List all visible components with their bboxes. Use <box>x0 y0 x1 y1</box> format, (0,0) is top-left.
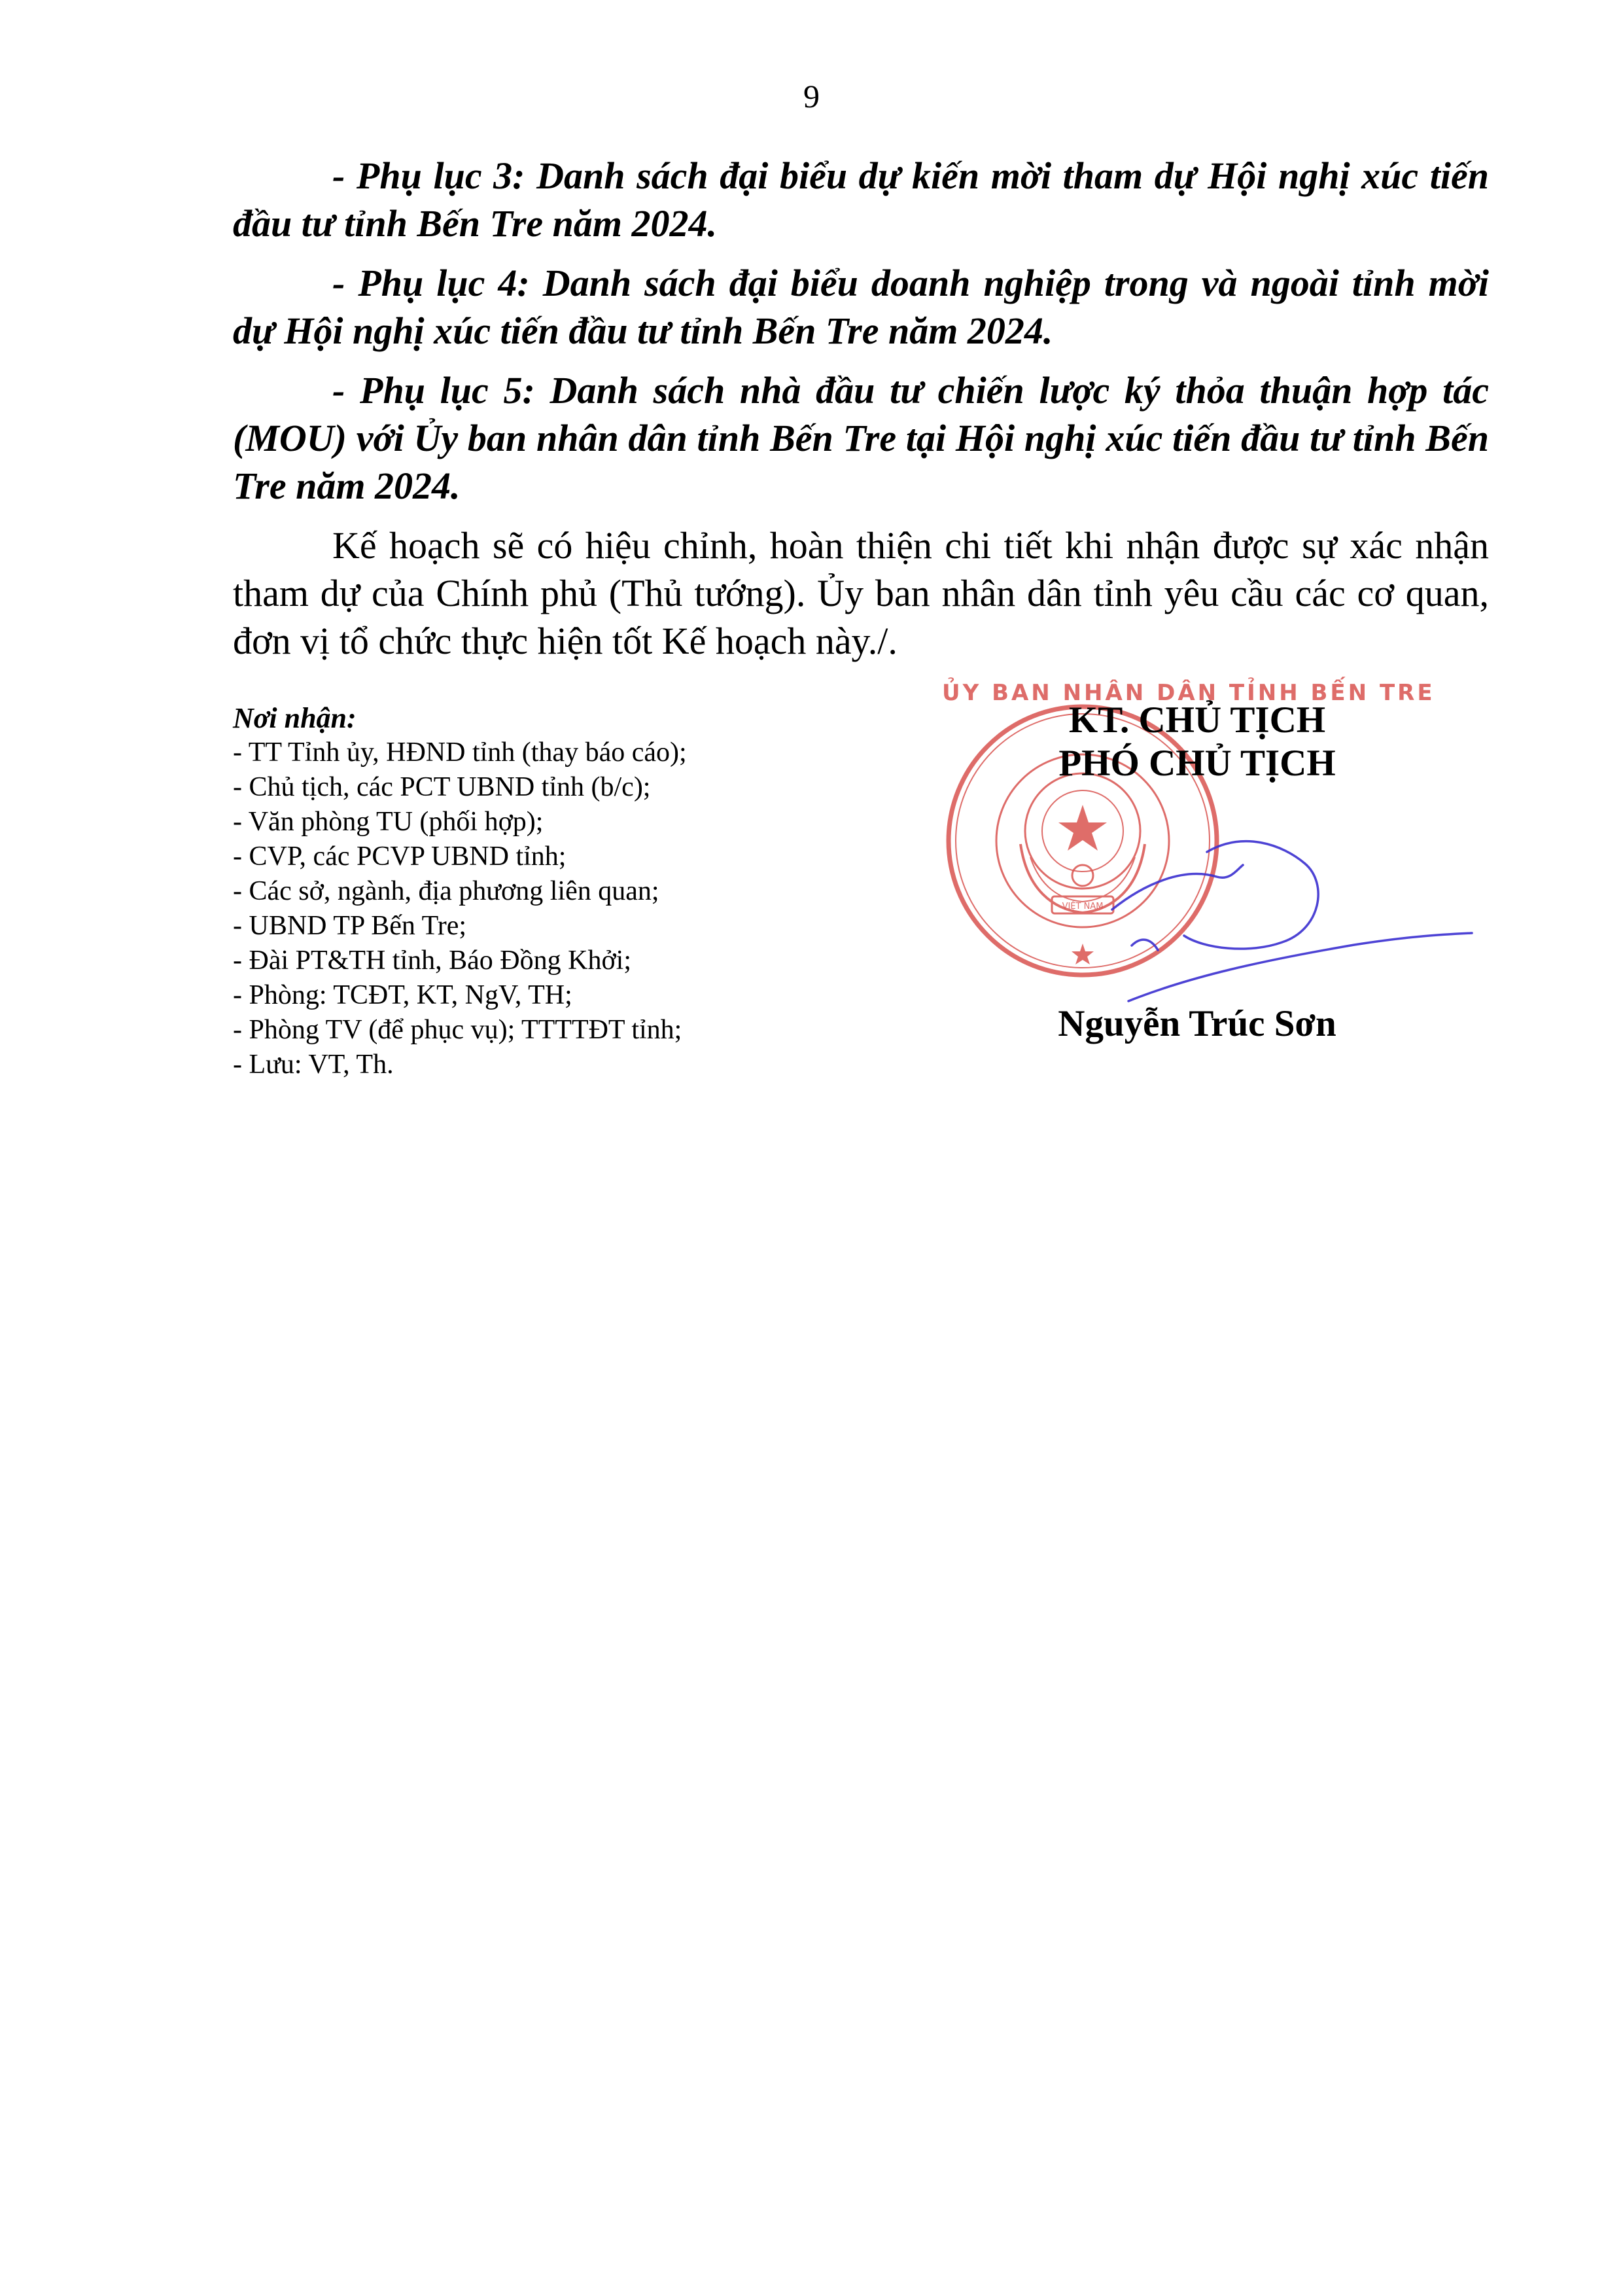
recipient-item: - UBND TP Bến Tre; <box>233 911 467 941</box>
seal-emblem-text: VIỆT NAM <box>1062 902 1104 911</box>
recipient-item: - TT Tỉnh ủy, HĐND tỉnh (thay báo cáo); <box>233 737 687 768</box>
recipient-item: - Văn phòng TU (phối hợp); <box>233 807 544 837</box>
signer-name: Nguyễn Trúc Sơn <box>1058 1003 1336 1044</box>
signature-title-line1: KT. CHỦ TỊCH <box>1068 699 1326 741</box>
recipient-item: - Phòng: TCĐT, KT, NgV, TH; <box>233 980 572 1010</box>
document-body <box>233 152 1489 677</box>
appendix-3-paragraph: - Phụ lục 3: Danh sách đại biểu dự kiến mời tham dự Hội nghị xúc tiến đầu tư tỉnh Bến Tre năm 2024. <box>233 154 1489 245</box>
recipient-item: - Chủ tịch, các PCT UBND tỉnh (b/c); <box>233 772 651 802</box>
appendix-4-paragraph: - Phụ lục 4: Danh sách đại biểu doanh nghiệp trong và ngoài tỉnh mời dự Hội nghị xúc tiến đầu tư tỉnh Bến Tre năm 2024. <box>233 262 1489 352</box>
appendix-5-paragraph: - Phụ lục 5: Danh sách nhà đầu tư chiến lược ký thỏa thuận hợp tác (MOU) với Ủy ban nhân dân tỉnh Bến Tre tại Hội nghị xúc tiến đầu tư tỉnh Bến Tre năm 2024. <box>233 369 1489 507</box>
recipient-item: - Đài PT&TH tỉnh, Báo Đồng Khởi; <box>233 945 631 976</box>
signature-block <box>942 680 1439 1060</box>
recipient-item: - Các sở, ngành, địa phương liên quan; <box>233 876 659 906</box>
recipient-item: - Phòng TV (để phục vụ); TTTTĐT tỉnh; <box>233 1015 682 1045</box>
page-number: 9 <box>803 78 820 115</box>
closing-paragraph: Kế hoạch sẽ có hiệu chỉnh, hoàn thiện chi tiết khi nhận được sự xác nhận tham dự của Chính phủ (Thủ tướng). Ủy ban nhân dân tỉnh yêu cầu các cơ quan, đơn vị tổ chức thực hiện tốt Kế hoạch này./. <box>233 524 1489 662</box>
signature-title-line2: PHÓ CHỦ TỊCH <box>1058 743 1336 784</box>
recipients-block <box>233 701 887 1082</box>
handwritten-signature <box>1047 805 1472 995</box>
recipient-item: - Lưu: VT, Th. <box>233 1050 394 1080</box>
recipients-heading: Nơi nhận: <box>233 702 357 734</box>
seal-ring-text: ỦY BAN NHÂN DÂN TỈNH BẾN TRE <box>942 680 1435 706</box>
recipients-list <box>233 735 887 1082</box>
recipient-item: - CVP, các PCVP UBND tỉnh; <box>233 841 567 872</box>
